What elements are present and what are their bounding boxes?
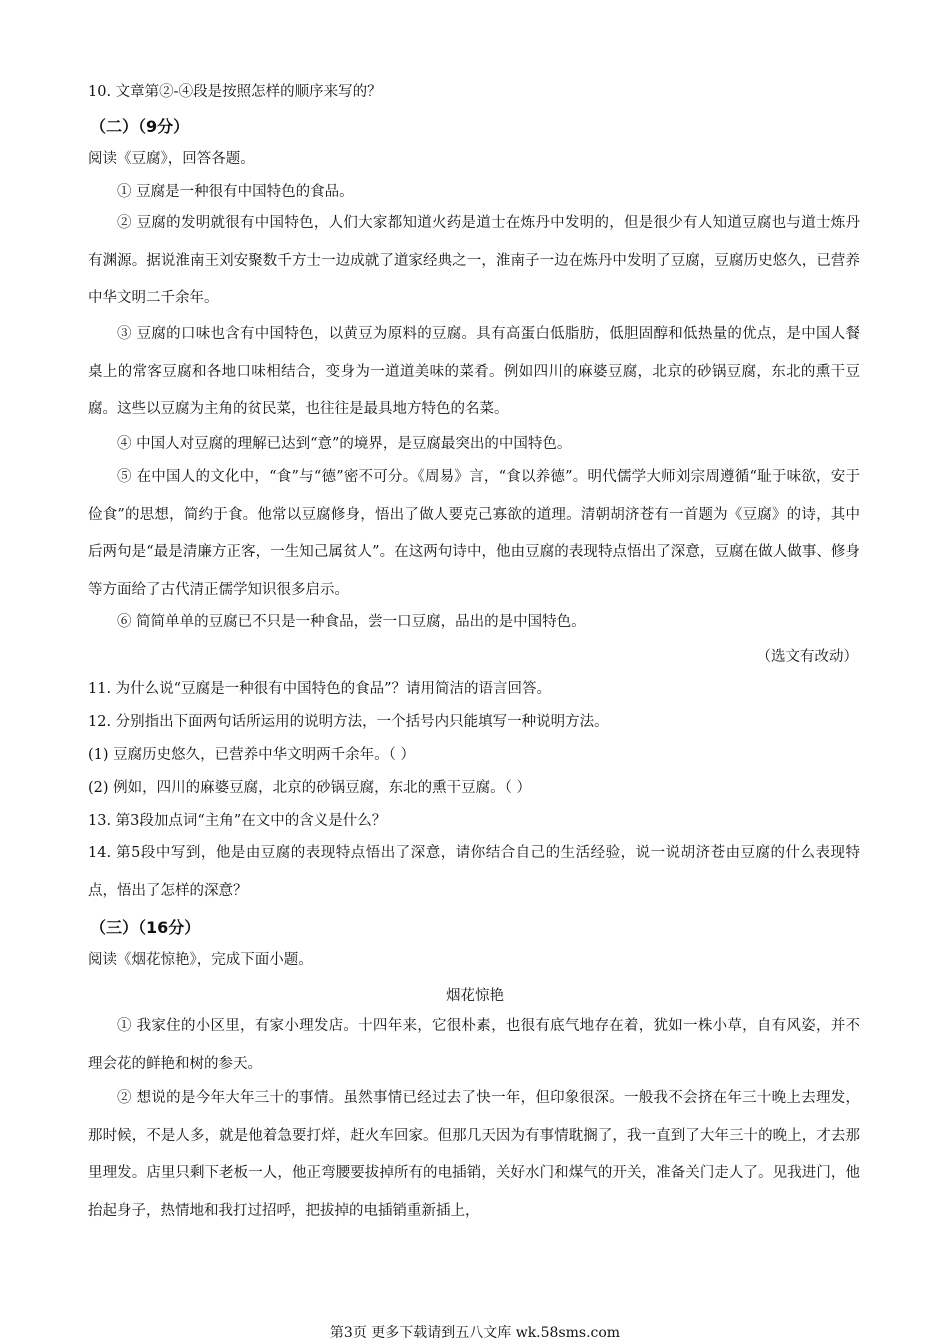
question-12: 12. 分别指出下面两句话所运用的说明方法，一个括号内只能填写一种说明方法。 bbox=[88, 714, 609, 730]
article-title: 烟花惊艳 bbox=[446, 988, 504, 1004]
section-3-paragraph-2: ② 想说的是今年大年三十的事情。虽然事情已经过去了快一年，但印象很深。一般我不会挤在年三十晚上去理发，那时候，不是人多，就是他着急要打烊，赶火车回家。但那几天因为有事情耽搁了，我一直到了大年三十的晚上，才去那里理发。店里只剩下老板一人，他正弯腰要拔掉所有的电插销，关好水门和煤气的开关，准备关门走人了。见我进门，他抬起身子，热情地和我打过招呼，把拔掉的电插销重新插上， bbox=[88, 1090, 860, 1219]
page-footer: 第3页 更多下载请到五八文库 wk.58sms.com bbox=[329, 1325, 621, 1341]
section-2-paragraph-6: ⑥ 简简单单的豆腐已不只是一种食品，尝一口豆腐，品出的是中国特色。 bbox=[117, 614, 586, 630]
section-3-intro: 阅读《烟花惊艳》，完成下面小题。 bbox=[88, 952, 313, 968]
question-10: 10. 文章第②-④段是按照怎样的顺序来写的？ bbox=[88, 84, 382, 100]
source-note: （选文有改动） bbox=[756, 649, 858, 665]
section-2-paragraph-3: ③ 豆腐的口味也含有中国特色，以黄豆为原料的豆腐。具有高蛋白低脂肪，低胆固醇和低热量的优点，是中国人餐桌上的常客豆腐和各地口味相结合，变身为一道道美味的菜肴。例如四川的麻婆豆腐，北京的砂锅豆腐，东北的熏干豆腐。这些以豆腐为主角的贫民菜，也往往是最具地方特色的名菜。 bbox=[88, 326, 860, 417]
question-13: 13. 第3段加点词“主角”在文中的含义是什么？ bbox=[88, 813, 387, 829]
question-14: 14. 第5段中写到，他是由豆腐的表现特点悟出了深意，请你结合自己的生活经验，说一说胡济苍由豆腐的什么表现特点，悟出了怎样的深意？ bbox=[88, 845, 860, 899]
section-2-paragraph-1: ① 豆腐是一种很有中国特色的食品。 bbox=[117, 184, 354, 200]
question-12-part-1: (1) 豆腐历史悠久，已营养中华文明两千余年。（ ） bbox=[88, 747, 416, 763]
section-3-heading: （三）（16分） bbox=[90, 918, 201, 937]
section-2-paragraph-5: ⑤ 在中国人的文化中，“食”与“德”密不可分。《周易》言，“食以养德”。明代儒学大师刘宗周遵循“耻于味欲，安于俭食”的思想，简约于食。他常以豆腐修身，悟出了做人要克己寡欲的道理。清朝胡济苍有一首题为《豆腐》的诗，其中后两句是“最是清廉方正客，一生知己属贫人”。在这两句诗中，他由豆腐的表现特点悟出了深意，豆腐在做人做事、修身等方面给了古代清正儒学知识很多启示。 bbox=[88, 469, 860, 598]
section-3-paragraph-1: ① 我家住的小区里，有家小理发店。十四年来，它很朴素，也很有底气地存在着，犹如一株小草，自有风姿，并不理会花的鲜艳和树的参天。 bbox=[88, 1018, 860, 1072]
section-2-intro: 阅读《豆腐》，回答各题。 bbox=[88, 151, 255, 167]
section-2-paragraph-4: ④ 中国人对豆腐的理解已达到“意”的境界，是豆腐最突出的中国特色。 bbox=[117, 436, 572, 452]
question-11: 11. 为什么说“豆腐是一种很有中国特色的食品”？请用简洁的语言回答。 bbox=[88, 681, 551, 697]
section-2-heading: （二）（9分） bbox=[90, 117, 190, 136]
section-2-paragraph-2: ② 豆腐的发明就很有中国特色，人们大家都知道火药是道士在炼丹中发明的，但是很少有人知道豆腐也与道士炼丹有渊源。据说淮南王刘安聚数千方士一边成就了道家经典之一，淮南子一边在炼丹中发明了豆腐，豆腐历史悠久，已营养中华文明二千余年。 bbox=[88, 215, 860, 306]
question-12-part-2: (2) 例如，四川的麻婆豆腐，北京的砂锅豆腐，东北的熏干豆腐。（ ） bbox=[88, 780, 532, 796]
